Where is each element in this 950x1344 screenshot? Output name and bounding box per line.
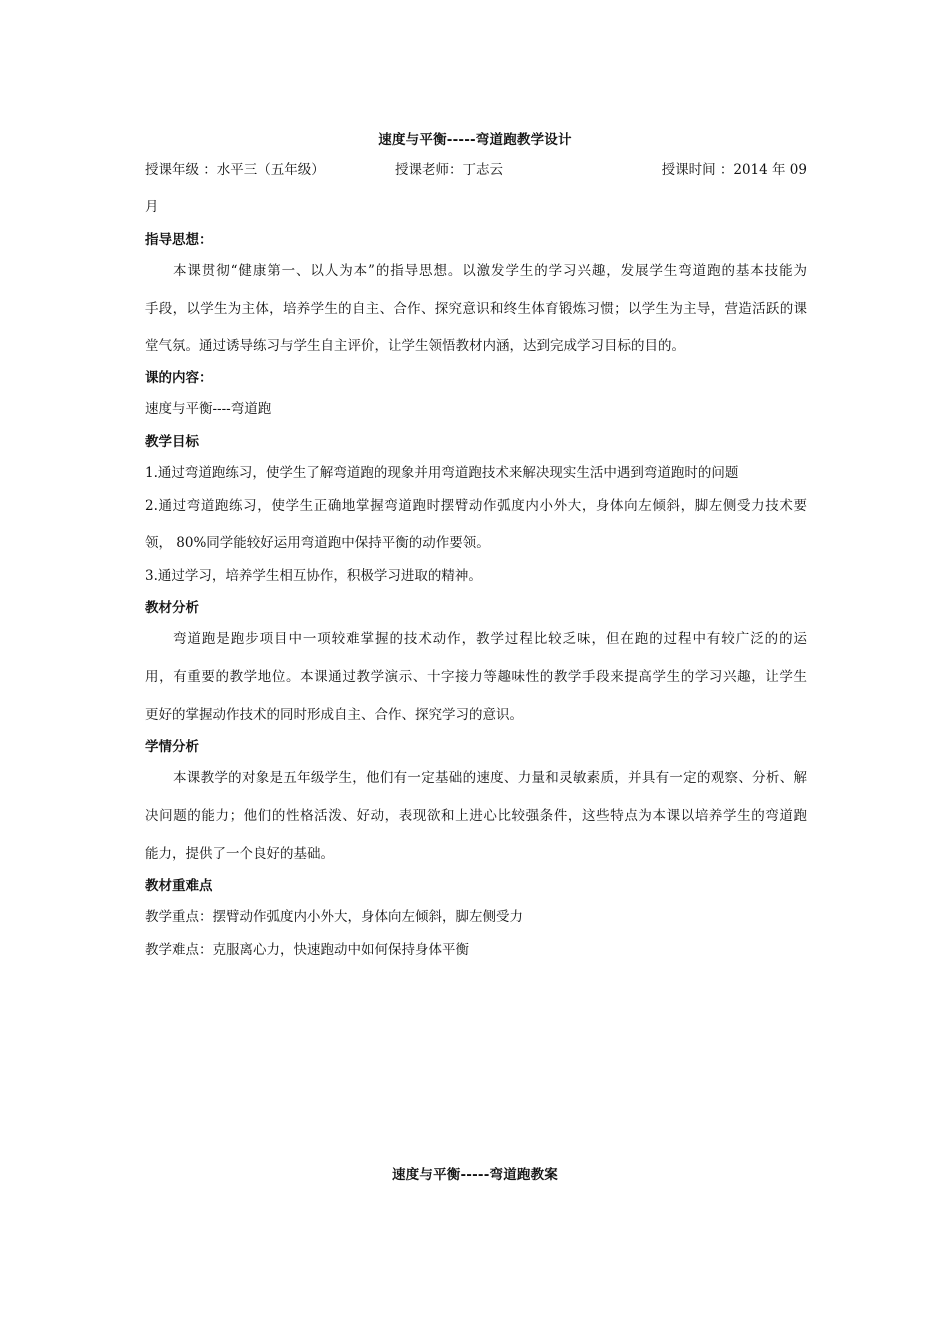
material-paragraph-line: 更好的掌握动作技术的同时形成自主、合作、探究学习的意识。 (145, 707, 523, 723)
difficult-point: 教学难点：克服离心力，快速跑动中如何保持身体平衡 (145, 942, 469, 958)
guiding-paragraph-line: 本课贯彻“健康第一、以人为本”的指导思想。以激发学生的学习兴趣，发展学生弯道跑的基本技能为 (173, 263, 807, 279)
student-paragraph-line: 能力，提供了一个良好的基础。 (145, 846, 334, 862)
guiding-paragraph-line: 堂气氛。通过诱导练习与学生自主评价，让学生领悟教材内涵，达到完成学习目标的目的。 (145, 338, 685, 354)
document-title: 速度与平衡-----弯道跑教学设计 (378, 132, 572, 148)
heading-key-difficult-points: 教材重难点 (145, 878, 213, 894)
lesson-plan-title: 速度与平衡-----弯道跑教案 (391, 1167, 558, 1183)
goal-item-3: 3.通过学习，培养学生相互协作，积极学习进取的精神。 (145, 568, 482, 584)
heading-student-analysis: 学情分析 (145, 739, 199, 755)
lesson-time: 授课时间 ：2014 年 09 (661, 162, 807, 178)
lesson-teacher: 授课老师：丁志云 (395, 162, 503, 178)
lesson-time-continued: 月 (145, 199, 159, 215)
heading-lesson-content: 课的内容： (145, 370, 213, 386)
heading-guiding-thought: 指导思想： (145, 232, 213, 248)
material-paragraph-line: 用，有重要的教学地位。本课通过教学演示、十字接力等趣味性的教学手段来提高学生的学习兴趣，让学生 (145, 669, 807, 685)
lesson-content-text: 速度与平衡----弯道跑 (145, 401, 272, 417)
material-paragraph-line: 弯道跑是跑步项目中一项较难掌握的技术动作，教学过程比较乏味，但在跑的过程中有较广泛的的运 (173, 631, 807, 647)
heading-teaching-goals: 教学目标 (145, 434, 199, 450)
student-paragraph-line: 本课教学的对象是五年级学生，他们有一定基础的速度、力量和灵敏素质，并具有一定的观察、分析、解 (173, 770, 807, 786)
goal-item-1: 1.通过弯道跑练习，使学生了解弯道跑的现象并用弯道跑技术来解决现实生活中遇到弯道跑时的问题 (145, 465, 739, 481)
lesson-grade: 授课年级 ：水平三（五年级） (145, 162, 325, 178)
goal-item-2: 2.通过弯道跑练习，使学生正确地掌握弯道跑时摆臂动作弧度内小外大，身体向左倾斜，脚左侧受力技术要 (145, 498, 807, 514)
student-paragraph-line: 决问题的能力；他们的性格活泼、好动，表现欲和上进心比较强条件，这些特点为本课以培养学生的弯道跑 (145, 808, 807, 824)
guiding-paragraph-line: 手段，以学生为主体，培养学生的自主、合作、探究意识和终生体育锻炼习惯；以学生为主导，营造活跃的课 (145, 301, 807, 317)
goal-item-2-continued: 领， 80%同学能较好运用弯道跑中保持平衡的动作要领。 (145, 535, 490, 551)
key-point: 教学重点：摆臂动作弧度内小外大，身体向左倾斜，脚左侧受力 (145, 909, 523, 925)
heading-material-analysis: 教材分析 (145, 600, 199, 616)
